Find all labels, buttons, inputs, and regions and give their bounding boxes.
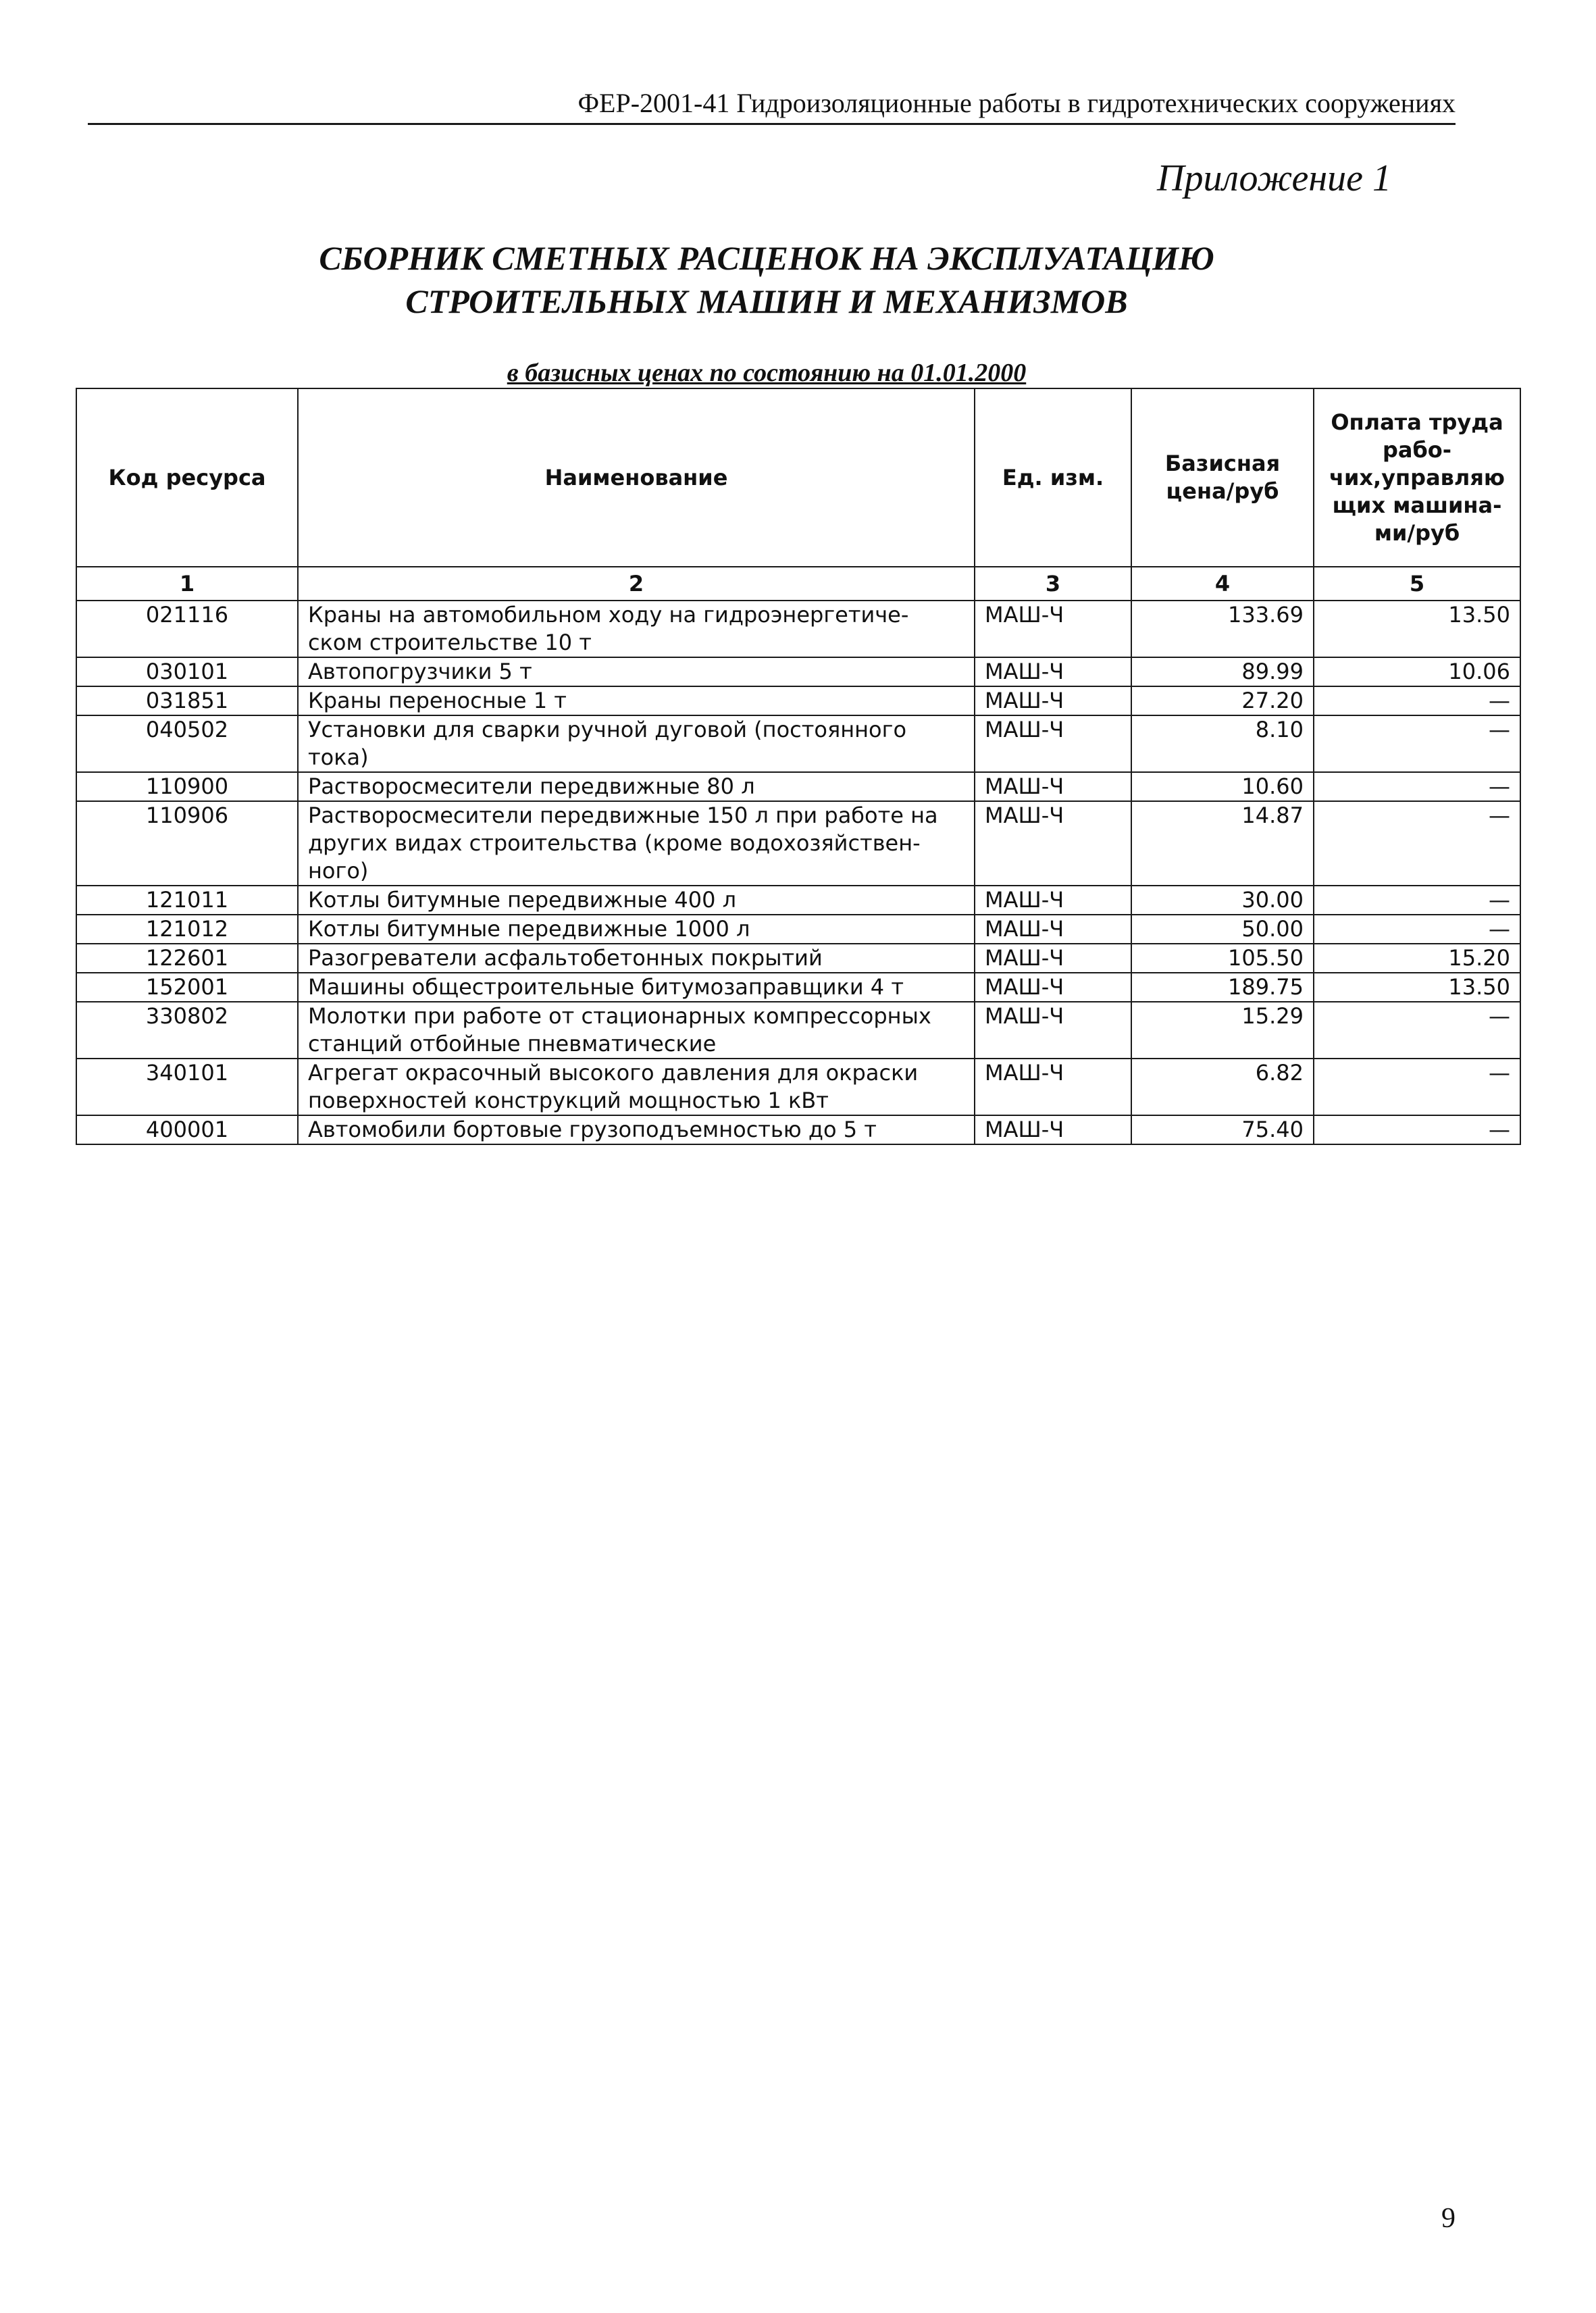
unit-of-measure: МАШ-Ч [975,715,1131,772]
unit-of-measure: МАШ-Ч [975,1115,1131,1144]
operator-pay: 15.20 [1314,944,1520,973]
operator-pay: — [1314,886,1520,915]
table-header-row [76,388,1520,567]
operator-pay: — [1314,686,1520,715]
operator-pay: — [1314,1115,1520,1144]
table-row [76,801,1520,886]
operator-pay: — [1314,715,1520,772]
base-price: 15.29 [1131,1002,1314,1059]
table-row [76,715,1520,772]
table-row [76,1115,1520,1144]
resource-name: Установки для сварки ручной дуговой (постоянного тока) [298,715,975,772]
column-header-pay: Оплата труда рабо- чих,управляю щих машина- ми/руб [1314,388,1520,567]
table-row [76,772,1520,801]
resource-code: 021116 [76,601,298,657]
base-price: 10.60 [1131,772,1314,801]
table-row [76,657,1520,686]
resource-name: Растворосмесители передвижные 150 л при работе на других видах строительства (кроме водохозяйствен- ного) [298,801,975,886]
operator-pay: — [1314,1059,1520,1115]
unit-of-measure: МАШ-Ч [975,1002,1131,1059]
column-header-code: Код ресурса [76,388,298,567]
unit-of-measure: МАШ-Ч [975,886,1131,915]
resource-code: 040502 [76,715,298,772]
table-row [76,601,1520,657]
resource-code: 031851 [76,686,298,715]
unit-of-measure: МАШ-Ч [975,944,1131,973]
base-price: 133.69 [1131,601,1314,657]
base-price: 27.20 [1131,686,1314,715]
base-price: 75.40 [1131,1115,1314,1144]
column-number: 5 [1314,567,1520,601]
resource-name: Агрегат окрасочный высокого давления для окраски поверхностей конструкций мощностью 1 кВт [298,1059,975,1115]
price-basis-subtitle: в базисных ценах по состоянию на 01.01.2000 [507,359,1027,387]
table-row [76,973,1520,1002]
operator-pay: — [1314,915,1520,944]
operator-pay: 10.06 [1314,657,1520,686]
title-line-2: СТРОИТЕЛЬНЫХ МАШИН И МЕХАНИЗМОВ [405,282,1128,320]
operator-pay: — [1314,772,1520,801]
table-row [76,1002,1520,1059]
resource-code: 121012 [76,915,298,944]
operator-pay: 13.50 [1314,973,1520,1002]
resource-code: 330802 [76,1002,298,1059]
operator-pay: 13.50 [1314,601,1520,657]
base-price: 30.00 [1131,886,1314,915]
column-header-name: Наименование [298,388,975,567]
table-row [76,686,1520,715]
title-line-1: СБОРНИК СМЕТНЫХ РАСЦЕНОК НА ЭКСПЛУАТАЦИЮ [319,239,1214,277]
base-price: 89.99 [1131,657,1314,686]
document-title [257,236,1277,323]
unit-of-measure: МАШ-Ч [975,601,1131,657]
running-header: ФЕР-2001-41 Гидроизоляционные работы в гидротехнических сооружениях [88,84,1456,125]
resource-code: 400001 [76,1115,298,1144]
resource-name: Автопогрузчики 5 т [298,657,975,686]
unit-of-measure: МАШ-Ч [975,686,1131,715]
resource-name: Разогреватели асфальтобетонных покрытий [298,944,975,973]
resource-code: 152001 [76,973,298,1002]
appendix-label: Приложение 1 [1157,157,1391,199]
resource-code: 122601 [76,944,298,973]
column-number: 1 [76,567,298,601]
column-number: 3 [975,567,1131,601]
column-header-price: Базисная цена/руб [1131,388,1314,567]
column-header-unit: Ед. изм. [975,388,1131,567]
resource-name: Автомобили бортовые грузоподъемностью до 5 т [298,1115,975,1144]
unit-of-measure: МАШ-Ч [975,657,1131,686]
machine-rates-table [76,388,1521,1145]
resource-name: Краны на автомобильном ходу на гидроэнергетиче- ском строительстве 10 т [298,601,975,657]
resource-code: 030101 [76,657,298,686]
unit-of-measure: МАШ-Ч [975,772,1131,801]
resource-code: 110900 [76,772,298,801]
base-price: 6.82 [1131,1059,1314,1115]
base-price: 14.87 [1131,801,1314,886]
base-price: 189.75 [1131,973,1314,1002]
table-row [76,944,1520,973]
resource-name: Краны переносные 1 т [298,686,975,715]
resource-name: Машины общестроительные битумозаправщики 4 т [298,973,975,1002]
operator-pay: — [1314,1002,1520,1059]
unit-of-measure: МАШ-Ч [975,1059,1131,1115]
page-number: 9 [1441,2203,1456,2234]
base-price: 8.10 [1131,715,1314,772]
base-price: 50.00 [1131,915,1314,944]
resource-name: Растворосмесители передвижные 80 л [298,772,975,801]
resource-code: 110906 [76,801,298,886]
operator-pay: — [1314,801,1520,886]
table-row [76,886,1520,915]
unit-of-measure: МАШ-Ч [975,801,1131,886]
unit-of-measure: МАШ-Ч [975,973,1131,1002]
column-number: 4 [1131,567,1314,601]
table-row [76,1059,1520,1115]
column-number-row [76,567,1520,601]
unit-of-measure: МАШ-Ч [975,915,1131,944]
table-row [76,915,1520,944]
resource-code: 340101 [76,1059,298,1115]
resource-name: Молотки при работе от стационарных компрессорных станций отбойные пневматические [298,1002,975,1059]
base-price: 105.50 [1131,944,1314,973]
resource-name: Котлы битумные передвижные 1000 л [298,915,975,944]
resource-code: 121011 [76,886,298,915]
column-number: 2 [298,567,975,601]
resource-name: Котлы битумные передвижные 400 л [298,886,975,915]
